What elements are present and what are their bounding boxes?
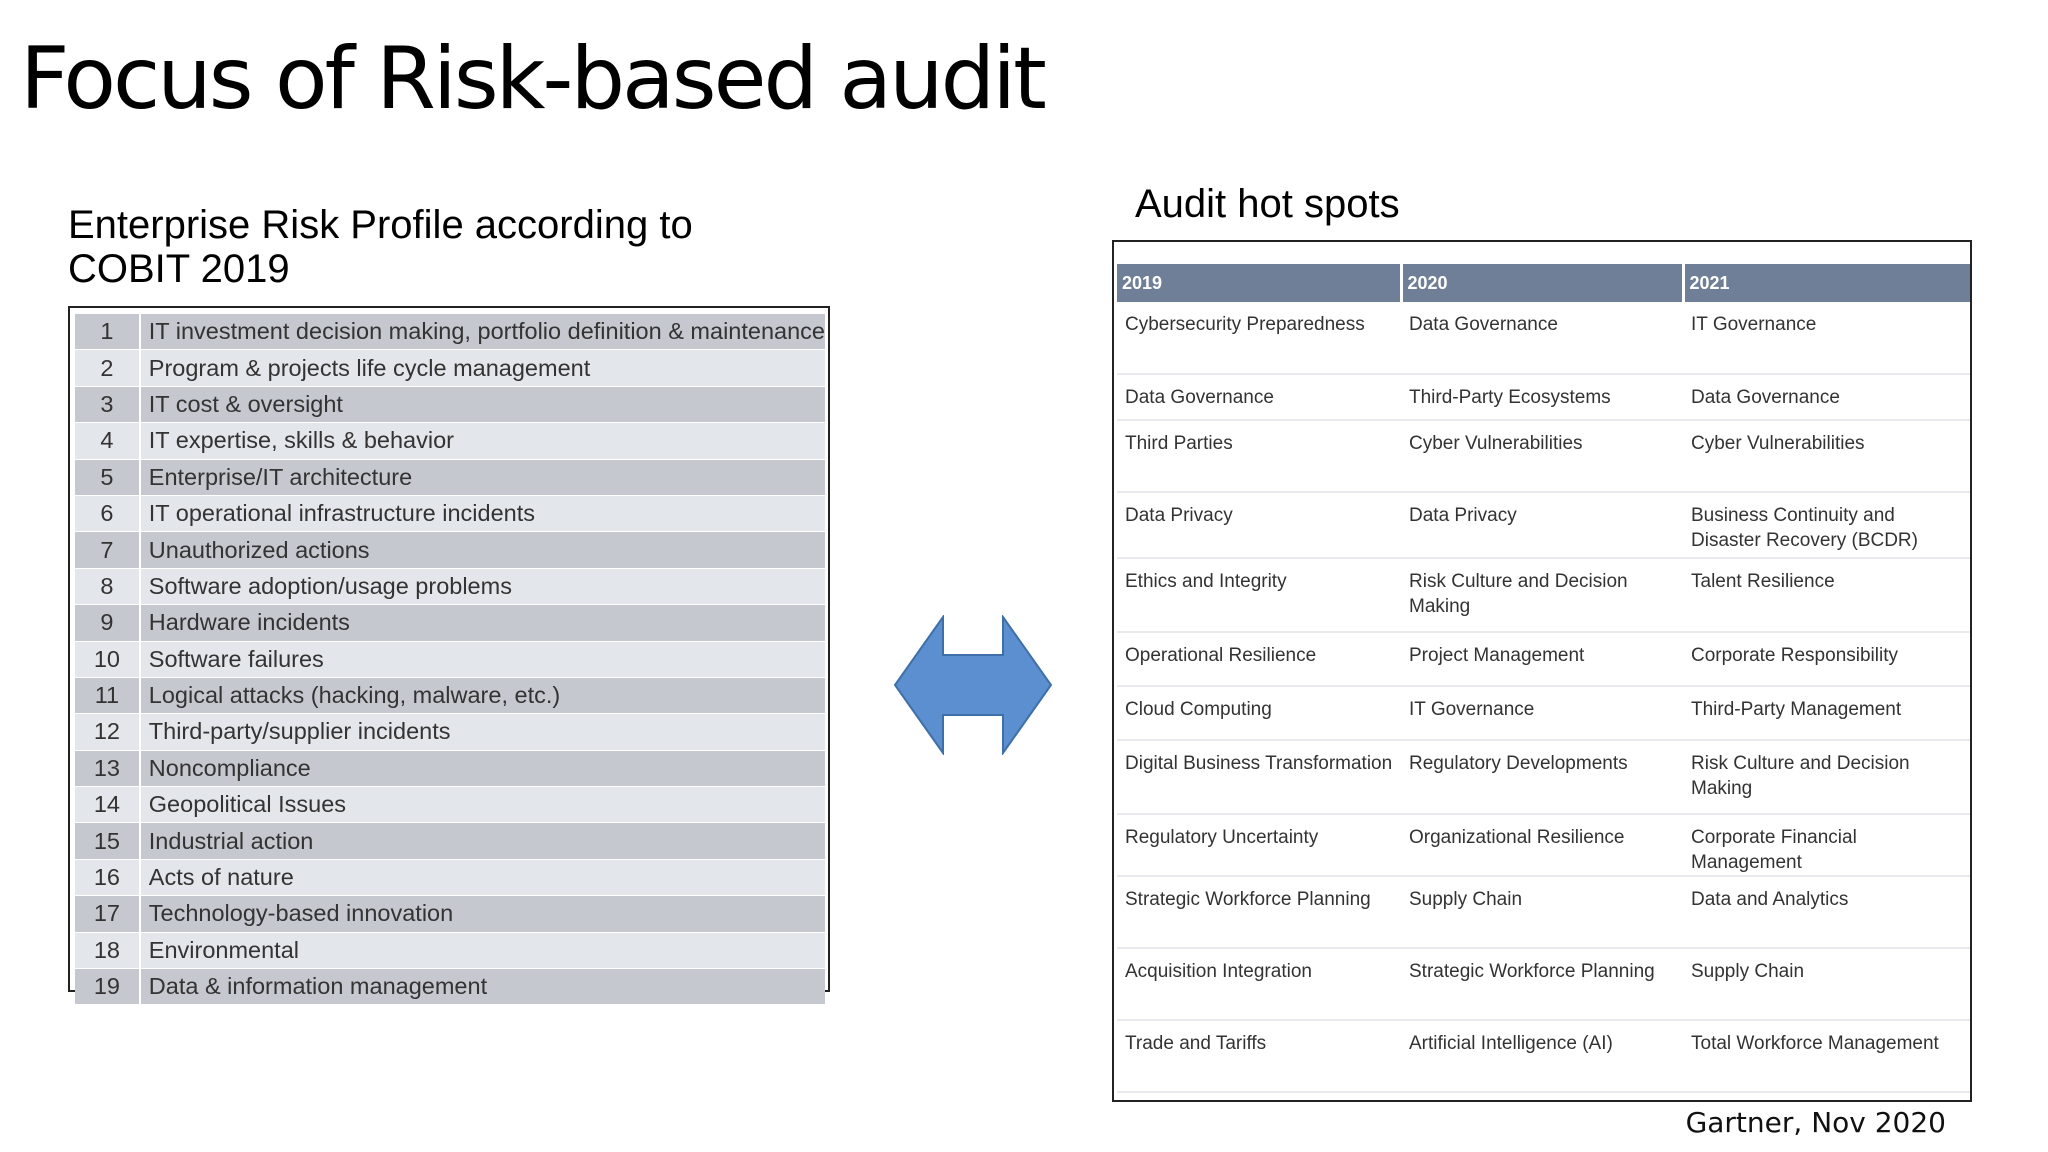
source-citation: Gartner, Nov 2020 bbox=[1685, 1106, 1946, 1139]
hotspot-cell-2020: Supply Chain bbox=[1401, 876, 1683, 948]
risk-row bbox=[75, 350, 825, 386]
risk-number: 7 bbox=[75, 532, 140, 568]
risk-row bbox=[75, 568, 825, 604]
risk-row bbox=[75, 859, 825, 895]
risk-label: Data & information management bbox=[140, 969, 825, 1005]
risk-label: Technology-based innovation bbox=[140, 896, 825, 932]
risk-number: 15 bbox=[75, 823, 140, 859]
hotspot-cell-2019: Regulatory Uncertainty bbox=[1117, 814, 1401, 876]
risk-row bbox=[75, 641, 825, 677]
hotspot-row bbox=[1117, 632, 1970, 686]
hotspot-cell-2021: Third-Party Management bbox=[1683, 686, 1970, 740]
hotspot-cell-2019: Operational Resilience bbox=[1117, 632, 1401, 686]
hotspot-cell-2021: Data Governance bbox=[1683, 374, 1970, 420]
risk-row bbox=[75, 314, 825, 350]
hotspot-row bbox=[1117, 814, 1970, 876]
hotspot-grid bbox=[1117, 264, 1970, 1093]
slide-title: Focus of Risk-based audit bbox=[20, 29, 1044, 129]
risk-label: IT cost & oversight bbox=[140, 386, 825, 422]
hotspot-cell-2020: Project Management bbox=[1401, 632, 1683, 686]
risk-number: 4 bbox=[75, 423, 140, 459]
risk-label: IT expertise, skills & behavior bbox=[140, 423, 825, 459]
risk-label: Unauthorized actions bbox=[140, 532, 825, 568]
risk-row bbox=[75, 677, 825, 713]
risk-row bbox=[75, 495, 825, 531]
risk-row bbox=[75, 787, 825, 823]
hotspot-cell-2020: Data Privacy bbox=[1401, 492, 1683, 558]
hotspot-row bbox=[1117, 686, 1970, 740]
risk-label: IT operational infrastructure incidents bbox=[140, 495, 825, 531]
risk-profile-heading: Enterprise Risk Profile according to COBIT 2019 bbox=[68, 203, 693, 291]
risk-profile-table bbox=[68, 306, 830, 1000]
hotspot-cell-2021: Corporate Financial Management bbox=[1683, 814, 1970, 876]
risk-label: Hardware incidents bbox=[140, 605, 825, 641]
risk-number: 17 bbox=[75, 896, 140, 932]
risk-label: Geopolitical Issues bbox=[140, 787, 825, 823]
risk-row bbox=[75, 386, 825, 422]
hotspot-cell-2021: Cyber Vulnerabilities bbox=[1683, 420, 1970, 492]
risk-row bbox=[75, 969, 825, 1005]
risk-number: 14 bbox=[75, 787, 140, 823]
risk-number: 2 bbox=[75, 350, 140, 386]
risk-number: 8 bbox=[75, 568, 140, 604]
hotspot-cell-2020: Artificial Intelligence (AI) bbox=[1401, 1020, 1683, 1092]
risk-number: 1 bbox=[75, 314, 140, 350]
column-header-2020: 2020 bbox=[1401, 264, 1683, 302]
hotspot-cell-2021: Business Continuity and Disaster Recovery (BCDR) bbox=[1683, 492, 1970, 558]
risk-label: Acts of nature bbox=[140, 859, 825, 895]
column-header-2019: 2019 bbox=[1117, 264, 1401, 302]
hotspot-row bbox=[1117, 876, 1970, 948]
risk-label: Third-party/supplier incidents bbox=[140, 714, 825, 750]
risk-row bbox=[75, 459, 825, 495]
risk-list bbox=[75, 314, 825, 1005]
risk-label: Software failures bbox=[140, 641, 825, 677]
hotspot-cell-2019: Digital Business Transformation bbox=[1117, 740, 1401, 814]
risk-number: 3 bbox=[75, 386, 140, 422]
hotspot-cell-2019: Data Privacy bbox=[1117, 492, 1401, 558]
risk-number: 11 bbox=[75, 677, 140, 713]
hotspot-cell-2021: Supply Chain bbox=[1683, 948, 1970, 1020]
risk-number: 13 bbox=[75, 750, 140, 786]
risk-row bbox=[75, 750, 825, 786]
risk-number: 5 bbox=[75, 459, 140, 495]
risk-number: 18 bbox=[75, 932, 140, 968]
risk-number: 12 bbox=[75, 714, 140, 750]
hotspot-cell-2020: Risk Culture and Decision Making bbox=[1401, 558, 1683, 632]
hotspot-row bbox=[1117, 948, 1970, 1020]
risk-label: Software adoption/usage problems bbox=[140, 568, 825, 604]
risk-row bbox=[75, 605, 825, 641]
risk-label: Program & projects life cycle management bbox=[140, 350, 825, 386]
hotspot-cell-2021: IT Governance bbox=[1683, 302, 1970, 374]
risk-row bbox=[75, 932, 825, 968]
hotspot-cell-2019: Cloud Computing bbox=[1117, 686, 1401, 740]
hotspot-cell-2019: Ethics and Integrity bbox=[1117, 558, 1401, 632]
hotspot-row bbox=[1117, 492, 1970, 558]
hotspot-cell-2020: IT Governance bbox=[1401, 686, 1683, 740]
risk-label: Enterprise/IT architecture bbox=[140, 459, 825, 495]
hotspot-row bbox=[1117, 420, 1970, 492]
risk-number: 19 bbox=[75, 969, 140, 1005]
hotspot-cell-2020: Strategic Workforce Planning bbox=[1401, 948, 1683, 1020]
hotspot-row bbox=[1117, 302, 1970, 374]
hotspot-cell-2019: Trade and Tariffs bbox=[1117, 1020, 1401, 1092]
hotspot-cell-2021: Risk Culture and Decision Making bbox=[1683, 740, 1970, 814]
hotspot-cell-2021: Talent Resilience bbox=[1683, 558, 1970, 632]
risk-row bbox=[75, 423, 825, 459]
hotspot-cell-2019: Acquisition Integration bbox=[1117, 948, 1401, 1020]
hotspot-cell-2020: Regulatory Developments bbox=[1401, 740, 1683, 814]
risk-label: Environmental bbox=[140, 932, 825, 968]
risk-number: 9 bbox=[75, 605, 140, 641]
hotspot-cell-2021: Corporate Responsibility bbox=[1683, 632, 1970, 686]
hotspot-cell-2021: Total Workforce Management bbox=[1683, 1020, 1970, 1092]
risk-row bbox=[75, 532, 825, 568]
risk-label: Industrial action bbox=[140, 823, 825, 859]
column-header-2021: 2021 bbox=[1683, 264, 1970, 302]
hotspot-row bbox=[1117, 1020, 1970, 1092]
hotspot-cell-2019: Cybersecurity Preparedness bbox=[1117, 302, 1401, 374]
hotspot-cell-2019: Strategic Workforce Planning bbox=[1117, 876, 1401, 948]
hotspot-cell-2020: Cyber Vulnerabilities bbox=[1401, 420, 1683, 492]
hotspot-cell-2020: Organizational Resilience bbox=[1401, 814, 1683, 876]
hotspot-row bbox=[1117, 374, 1970, 420]
double-headed-arrow-icon bbox=[893, 615, 1053, 755]
hotspot-cell-2020: Data Governance bbox=[1401, 302, 1683, 374]
audit-hotspots-heading: Audit hot spots bbox=[1135, 182, 1400, 226]
risk-number: 6 bbox=[75, 495, 140, 531]
hotspot-header-row bbox=[1117, 264, 1970, 302]
hotspot-cell-2021: Data and Analytics bbox=[1683, 876, 1970, 948]
hotspot-cell-2019: Data Governance bbox=[1117, 374, 1401, 420]
risk-label: Logical attacks (hacking, malware, etc.) bbox=[140, 677, 825, 713]
hotspot-cell-2020: Third-Party Ecosystems bbox=[1401, 374, 1683, 420]
risk-label: Noncompliance bbox=[140, 750, 825, 786]
risk-row bbox=[75, 823, 825, 859]
risk-number: 10 bbox=[75, 641, 140, 677]
hotspot-row bbox=[1117, 740, 1970, 814]
risk-number: 16 bbox=[75, 859, 140, 895]
hotspot-row bbox=[1117, 558, 1970, 632]
audit-hotspots-table bbox=[1112, 240, 1972, 1102]
risk-label: IT investment decision making, portfolio definition & maintenance bbox=[140, 314, 825, 350]
hotspot-cell-2019: Third Parties bbox=[1117, 420, 1401, 492]
risk-row bbox=[75, 896, 825, 932]
risk-row bbox=[75, 714, 825, 750]
